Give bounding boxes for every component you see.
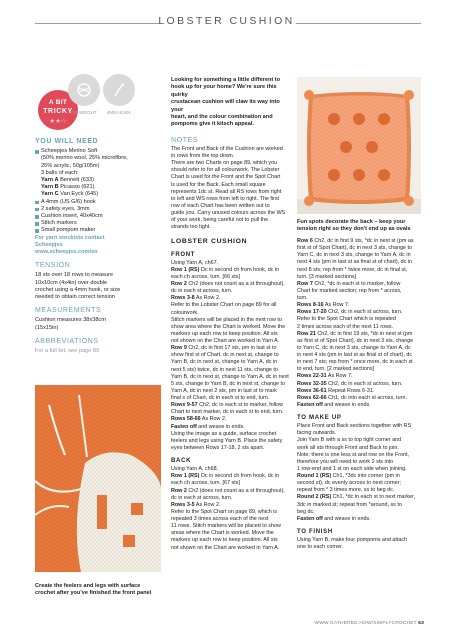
instruction-line: final s of Chart, dc in each st to end, turn. bbox=[171, 395, 270, 402]
instruction-line: 2 times across each of the next 11 rows. bbox=[297, 323, 394, 330]
lobster-caption: Create the feelers and legs with surface crochet after you've finished the front panel bbox=[35, 583, 152, 597]
instruction-line: Using Yarn A, ch68. bbox=[171, 466, 219, 473]
yarn-b: Yarn B Picasso (621) bbox=[41, 184, 95, 191]
instruction-line: 3dc in marked st; repeat from *around, ss to bbox=[297, 501, 402, 508]
instruction-line: markers up each row to keep position. All sts bbox=[171, 537, 278, 544]
instruction-line: Rows 36-61 Repeat Rows 6-31. bbox=[297, 387, 375, 394]
star-icon: ★★☆ bbox=[49, 118, 67, 125]
materials-column bbox=[35, 138, 161, 355]
pattern-column-1 bbox=[171, 77, 289, 552]
instruction-line: Yarn B, dc in next st, change to Yarn A, dc in bbox=[171, 359, 278, 366]
stockists-name: Scheepjes bbox=[35, 241, 63, 248]
list-item: Scheepjes Merino Soft bbox=[35, 148, 161, 155]
abbreviations-line: For a full list, see page 89 bbox=[35, 348, 100, 355]
yarn-c: Yarn C Van Eyck (645) bbox=[41, 191, 99, 198]
list-item: Small pompom maker bbox=[35, 227, 161, 234]
instruction-line: each ch across, turn. [66 sts] bbox=[171, 273, 240, 280]
page-footer bbox=[290, 621, 424, 626]
lobster-cushion-photo bbox=[35, 385, 161, 572]
instruction-line: eyes between Rows 17-18, 2 sts apart. bbox=[171, 444, 265, 451]
instruction-line: show area where the Chart is worked. Move the bbox=[171, 323, 286, 330]
tension-line: crochet using a 4mm hook, or size bbox=[35, 286, 121, 293]
hook-icon bbox=[103, 74, 135, 106]
page-number: 63 bbox=[418, 621, 424, 626]
instruction-line: Row 21 Ch2, dc in first 19 sts, *dc in next st (pm bbox=[297, 330, 413, 337]
instruction-line: one to each corner. bbox=[297, 544, 344, 551]
yarn-detail: (50% merino wool, 25% microfibre, bbox=[41, 155, 128, 162]
back-heading: BACK bbox=[171, 458, 192, 465]
page-title: LOBSTER CUSHION bbox=[158, 15, 295, 27]
instruction-line: Rows 17-20 Ch2, dc in each st across, turn. bbox=[297, 309, 403, 316]
instruction-line: to end, turn. [2 marked sections] bbox=[297, 366, 375, 373]
instruction-line: Note: there is one less st and row on the Front, bbox=[297, 451, 410, 458]
stockists-line: For yarn stockists contact bbox=[35, 234, 105, 241]
instruction-line: Refer to the Lobster Chart on page 89 for all bbox=[171, 302, 277, 309]
notes-body: The Front and Back of the Cushion are worked in rows from the top down. There are two Charts on page 89, which you should refer to for all colourwork. The Lobster Chart is used for the Front and the Spot Chart is used for the Back. Each small square represents 1dc st. Read all RS rows from right to left and WS rows from left to right. The first row of each Chart has been written out to guide you. Carry unused colours across the WS of your work, being careful not to pull the strands too tight. bbox=[171, 145, 286, 231]
instruction-line: in next 4 sts (pm in last st as final st of chart), dc bbox=[297, 352, 413, 358]
instruction-line: Row 6 Ch2, dc in first 9 sts, *dc in next st (pm as bbox=[297, 238, 414, 244]
yarn-a: Yarn A Bennett (633) bbox=[41, 177, 94, 184]
yarn-weight-label: DK WEIGHT bbox=[71, 110, 97, 115]
instruction-line: Rows 3-5 As Row 2. bbox=[171, 501, 221, 508]
list-item: Cushion insert, 40x40cm bbox=[35, 213, 161, 220]
instruction-line: next 5 sts) twice, dc in next 11 sts, change to bbox=[171, 366, 278, 373]
instruction-line: feelers and legs using Yarn B. Place the safety bbox=[171, 437, 283, 444]
instruction-line: show first st of Chart, dc in next st, change to bbox=[171, 352, 279, 359]
yarn-weight-icon bbox=[68, 74, 100, 106]
instruction-line: not shown on the Chart are worked in Yarn A. bbox=[171, 338, 280, 345]
instruction-line: 5 sts, change to Yarn B, dc in next st, change to bbox=[171, 380, 285, 387]
front-instructions bbox=[171, 260, 289, 452]
back-instructions bbox=[171, 466, 289, 552]
instruction-line: Fasten off and weave in ends. bbox=[171, 423, 245, 430]
hook-size-label: 4MM HOOK bbox=[106, 110, 132, 115]
make-up-instructions bbox=[297, 423, 421, 523]
measurements-line: (15x15in) bbox=[35, 324, 59, 331]
instruction-line: Row 1 (RS) Dc in second ch from hook, dc in bbox=[171, 266, 280, 273]
instruction-line: markers up each row to keep position. All sts bbox=[171, 330, 278, 337]
instruction-line: repeated 3 times across each of the next bbox=[171, 516, 269, 523]
instruction-line: next 4 sts (pm in last st as final st of chart), dc in bbox=[297, 259, 413, 266]
front-heading: FRONT bbox=[171, 251, 196, 258]
instruction-line: each ch across, turn. [67 sts] bbox=[171, 480, 240, 487]
instruction-line: Row 9 Ch2, dc in first 17 sts, pm in last st to bbox=[171, 345, 277, 352]
instruction-line: not shown on the Chart are worked in Yarn A. bbox=[171, 544, 280, 551]
instruction-line: Refer to the Spot Chart which is repeated bbox=[297, 316, 396, 323]
instruction-line: 1 row-end and 1 st on each side when joining. bbox=[297, 465, 407, 472]
instruction-line: Fasten off and weave in ends. bbox=[297, 401, 371, 408]
instruction-line: Rows 8-16 As Row 7. bbox=[297, 302, 350, 309]
instruction-line: Row 2 Ch2 (does not count as a st throughout), bbox=[171, 487, 285, 494]
instruction-line: Refer to the Spot Chart on page 89, which is bbox=[171, 508, 278, 515]
instruction-line: beg dc. bbox=[297, 508, 315, 515]
measurements-heading: MEASUREMENTS bbox=[35, 307, 102, 315]
tension-line: 18 sts over 18 rows to measure bbox=[35, 272, 114, 279]
instruction-line: turn. [3 marked sections] bbox=[297, 273, 357, 280]
instruction-line: Yarn B, dc in next st, change to Yarn A, dc in next bbox=[171, 373, 289, 380]
instruction-line: turn. bbox=[297, 295, 308, 301]
instruction-line: second st), dc evenly across to next corner; bbox=[297, 480, 401, 487]
title-rule-right bbox=[296, 23, 421, 24]
pattern-heading: LOBSTER CUSHION bbox=[171, 238, 248, 246]
instruction-line: Rows 9-57 Ch2, dc in each st to marker, follow bbox=[171, 402, 284, 409]
you-will-need-heading: YOU WILL NEED bbox=[35, 138, 99, 145]
instruction-line: therefore you will need to work 2 sts into bbox=[297, 458, 394, 465]
instruction-line: dc in each st across, turn. bbox=[171, 494, 233, 501]
instruction-line: work all sts through Front and Back to join. bbox=[297, 444, 399, 451]
instruction-line: as first st of Spot Chart), dc in next 3 sts, change bbox=[297, 337, 414, 344]
instruction-line: Rows 22-31 As Row 7. bbox=[297, 373, 353, 380]
instruction-line: Place Front and Back sections together with RS bbox=[297, 423, 412, 430]
back-instructions-cont bbox=[297, 238, 421, 409]
list-item: Stitch markers bbox=[35, 220, 161, 227]
measurements-line: Cushion measures 38x38cm bbox=[35, 317, 106, 324]
instruction-line: Yarn A, dc in next 2 sts, pm in last st to mark bbox=[171, 387, 277, 394]
footer-url[interactable]: WWW.GATHERED.HOW/SIMPLYCROCHET bbox=[314, 621, 417, 626]
spot-cushion-photo bbox=[297, 77, 421, 214]
title-bar bbox=[0, 0, 453, 46]
instruction-line: Stitch markers will be placed in the next row to bbox=[171, 316, 282, 323]
instruction-line: Round 2 (RS) Ch1, *dc in each st to next marker, bbox=[297, 494, 416, 501]
instruction-line: Rows 58-66 As Row 2. bbox=[171, 416, 227, 423]
list-item: A 4mm (US G/6) hook bbox=[35, 199, 161, 206]
instruction-line: Rows 32-35 Ch2, dc in each st across, turn. bbox=[297, 380, 403, 387]
instruction-line: facing outwards. bbox=[297, 430, 337, 437]
instruction-line: Using the image as a guide, surface crochet bbox=[171, 430, 277, 437]
instruction-line: Row 2 Ch2 (does not count as a st throughout), bbox=[171, 281, 285, 288]
instruction-line: Chart for marked section; rep from * across, bbox=[297, 287, 402, 294]
instruction-line: Yarn C, dc in next 3 sts, change to Yarn A, dc in bbox=[297, 252, 411, 259]
instruction-line: Row 7 Ch2, *dc in each st to marker, follow bbox=[297, 280, 401, 287]
instruction-line: colourwork. bbox=[171, 309, 199, 316]
instruction-line: in next 7 sts; rep from * once more, dc in each st bbox=[297, 359, 413, 366]
badge-line1: A BIT bbox=[48, 99, 68, 106]
instruction-line: Fasten off and weave in ends. bbox=[297, 515, 371, 522]
instruction-line: dc in each st across, turn. bbox=[171, 288, 233, 295]
instruction-line: Using Yarn A, ch67. bbox=[171, 259, 219, 266]
instruction-line: Rows 62-66 Ch1, dc into each st across, turn. bbox=[297, 394, 407, 401]
instruction-line: Join Yarn B with a ss to top right corner and bbox=[297, 437, 402, 444]
spot-cushion-caption: Fun spots decorate the back – keep your tension right so they don't end up as ovals bbox=[297, 219, 411, 233]
instruction-line: Chart to next marker, dc in each st to end, turn. bbox=[171, 409, 284, 416]
stockists-link[interactable]: www.scheepjes.com/en bbox=[35, 249, 98, 256]
list-item: 2 safety eyes, 3mm bbox=[35, 206, 161, 213]
badge-line2: TRICKY bbox=[43, 108, 73, 115]
abbreviations-heading: ABBREVIATIONS bbox=[35, 337, 99, 345]
instruction-line: repeat from * 3 times more, ss to beg dc. bbox=[297, 487, 395, 494]
instruction-line: Rows 3-8 As Row 2. bbox=[171, 295, 221, 302]
instruction-line: first st of Spot Chart), dc in next 3 sts, change to bbox=[297, 245, 413, 252]
intro-text: Looking for something a little different to hook up for your home? We're sure this quirky crustacean cushion will claw its way into your heart, and the colour combination and pompoms give it kitsch appeal. bbox=[171, 77, 281, 128]
notes-heading: NOTES bbox=[171, 136, 199, 144]
yarn-detail: 25% acrylic, 50g/105m) bbox=[41, 162, 100, 169]
instruction-line: Round 1 (RS) Ch1, *3dc into corner (pm in bbox=[297, 473, 400, 479]
instruction-line: Using Yarn B, make four pompoms and attach bbox=[297, 537, 408, 543]
yarn-detail: 3 balls of each: bbox=[41, 169, 79, 176]
instruction-line: Row 1 (RS) Dc in second ch from hook, dc in bbox=[171, 473, 280, 480]
tension-line: needed to obtain correct tension bbox=[35, 294, 115, 301]
instruction-line: areas where the Chart is worked. Move the bbox=[171, 530, 274, 537]
finish-instructions bbox=[297, 537, 421, 551]
instruction-line: to Yarn C, dc in next 3 sts, change to Yarn A, dc bbox=[297, 344, 411, 351]
finish-heading: TO FINISH bbox=[297, 528, 333, 535]
pattern-column-2 bbox=[297, 238, 421, 551]
instruction-line: next 8 sts; rep from * twice more, dc in final st, bbox=[297, 266, 408, 273]
instruction-line: 11 rows. Stitch markers will be placed to show bbox=[171, 523, 281, 530]
tension-line: 10x10cm (4x4in) over double bbox=[35, 279, 108, 286]
tension-heading: TENSION bbox=[35, 262, 71, 270]
make-up-heading: TO MAKE UP bbox=[297, 415, 342, 421]
